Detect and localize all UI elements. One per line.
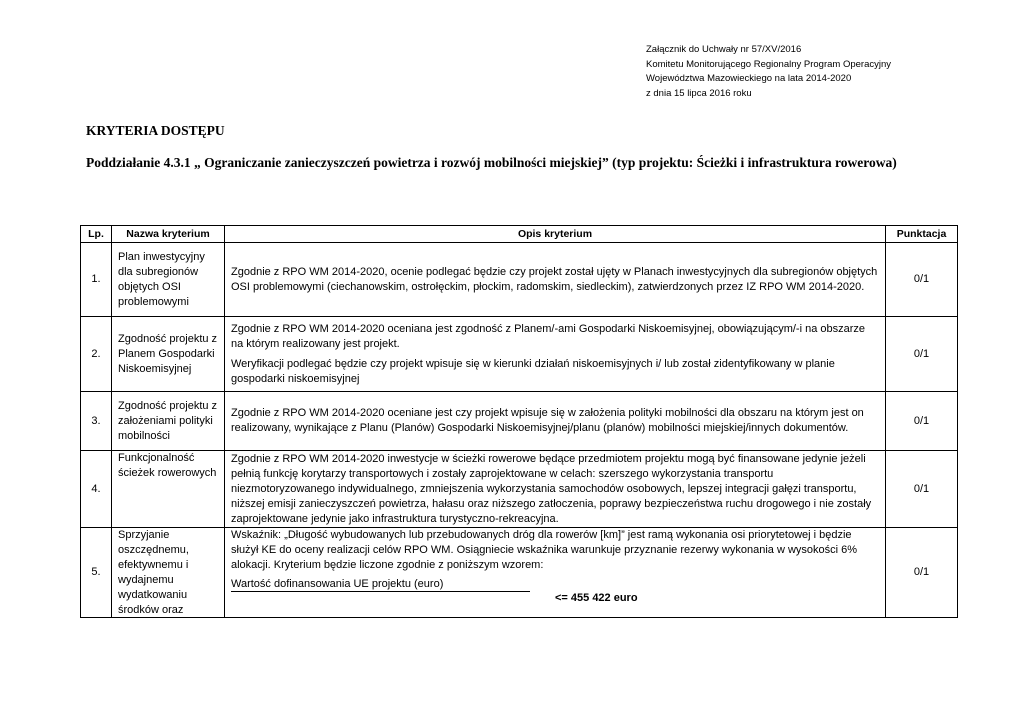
description-paragraph: Zgodnie z RPO WM 2014-2020 oceniane jest czy projekt wpisuje się w założenia polityki mobilności dla obszaru na którym jest on realizowany, wynikające z Planu (Planów) Gospodarki Niskoemisyjnej/planu (planów) mobilności miejskiej/innych dokumentów. — [231, 407, 864, 434]
formula-numerator: Wartość dofinansowania UE projektu (euro) — [231, 577, 530, 592]
annex-line: Komitetu Monitorującego Regionalny Program Operacyjny — [646, 58, 892, 70]
criteria-table — [80, 225, 958, 618]
criterion-name — [112, 528, 225, 618]
header-score: Punktacja — [886, 226, 958, 243]
header-lp: Lp. — [81, 226, 112, 243]
annex-note — [646, 43, 891, 101]
row-number: 3. — [81, 392, 112, 451]
criterion-name: Plan inwestycyjny dla subregionów objętych OSI problemowymi — [112, 243, 225, 317]
criterion-description — [225, 317, 886, 392]
table-row — [81, 392, 958, 451]
criterion-score: 0/1 — [886, 392, 958, 451]
criterion-score: 0/1 — [886, 451, 958, 528]
description-paragraph: Wskaźnik: „Długość wybudowanych lub przebudowanych dróg dla rowerów [km]” jest ramą wykonania osi priorytetowej i będzie służył KE do oceny realizacji celów RPO WM. Osiągniecie wskaźnika warunkuje przyznanie rezerwy wykonania w wysokości 6% alokacji. Kryterium będzie liczone zgodnie z poniższym wzorem: — [231, 529, 858, 571]
criterion-description — [225, 451, 886, 528]
table-row — [81, 451, 958, 528]
criterion-score: 0/1 — [886, 243, 958, 317]
row-number: 5. — [81, 528, 112, 618]
page-subtitle: Poddziałanie 4.3.1 „ Ograniczanie zanieczyszczeń powietrza i rozwój mobilności miejskiej” (typ projektu: Ścieżki i infrastruktura rowerowa) — [86, 155, 897, 170]
annex-line: Województwa Mazowieckiego na lata 2014-2020 — [646, 73, 852, 84]
criterion-score: 0/1 — [886, 528, 958, 618]
formula — [231, 577, 879, 603]
page-title: KRYTERIA DOSTĘPU — [86, 123, 225, 138]
criterion-description — [225, 392, 886, 451]
criterion-description — [225, 528, 886, 618]
criterion-name: Zgodność projektu z Planem Gospodarki Niskoemisyjnej — [112, 317, 225, 392]
criterion-description — [225, 243, 886, 317]
formula-limit: <= 455 422 euro — [555, 592, 638, 604]
description-paragraph: Zgodnie z RPO WM 2014-2020, ocenie podlegać będzie czy projekt został ujęty w Planach inwestycyjnych dla subregionów objętych OSI problemowymi (ciechanowskim, ostrołęckim, płockim, radomskim, siedleckim), zatwierdzonych przez IZ RPO WM 2014-2020. — [231, 265, 878, 293]
table-row — [81, 243, 958, 317]
header-desc: Opis kryterium — [225, 226, 886, 243]
description-paragraph: Zgodnie z RPO WM 2014-2020 oceniana jest zgodność z Planem/-ami Gospodarki Niskoemisyjnej, obowiązującym/-i na obszarze na którym realizowany jest projekt. — [231, 322, 866, 350]
criterion-name: Zgodność projektu z założeniami polityki mobilności — [112, 392, 225, 451]
row-number: 2. — [81, 317, 112, 392]
row-number: 1. — [81, 243, 112, 317]
header-name: Nazwa kryterium — [112, 226, 225, 243]
criterion-name-text: Sprzyjanie oszczędnemu, efektywnemu i wydajnemu wydatkowaniu środków oraz — [118, 529, 189, 616]
annex-line: Załącznik do Uchwały nr 57/XV/2016 — [646, 44, 802, 55]
table-row — [81, 528, 958, 618]
table-header-row — [81, 226, 958, 243]
description-paragraph: Zgodnie z RPO WM 2014-2020 inwestycje w ścieżki rowerowe będące przedmiotem projektu mogą być finansowane jedynie jeżeli pełnią funkcję korytarzy transportowych i zostały zaprojektowane w celach: szerszego wykorzystania transportu niezmotoryzowanego indywidualnego, zmniejszenia wykorzystania samochodów osobowych, lepszej integracji gałęzi transportu, niższej emisji zanieczyszczeń powietrza, hałasu oraz niższego zatłoczenia, poprawy bezpieczeństwa ruchu drogowego i nie zostały zaprojektowane jedynie jako infrastruktura turystyczno-rekreacyjna. — [231, 452, 872, 525]
criterion-name: Funkcjonalność ścieżek rowerowych — [112, 451, 225, 528]
description-paragraph: Weryfikacji podlegać będzie czy projekt wpisuje się w kierunki działań niskoemisyjnych i/ lub został zidentyfikowany w planie gospodarki niskoemisyjnej — [231, 357, 835, 385]
table-row — [81, 317, 958, 392]
criterion-score: 0/1 — [886, 317, 958, 392]
row-number: 4. — [81, 451, 112, 528]
annex-line: z dnia 15 lipca 2016 roku — [646, 87, 752, 99]
